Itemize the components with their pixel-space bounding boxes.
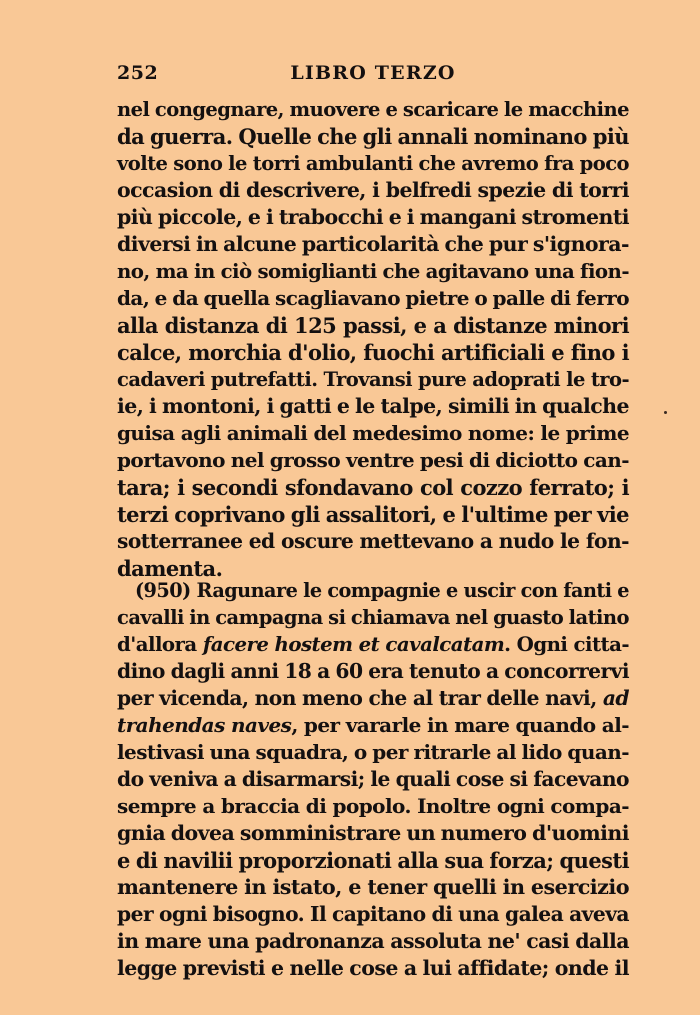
text-line: più piccole, e i trabocchi e i mangani stromenti — [117, 205, 629, 229]
text-line: (950) Ragunare le compagnie e uscir con fanti e — [135, 579, 629, 602]
text-line: legge previsti e nelle cose a lui affidate; onde il — [117, 956, 629, 980]
text-line: da guerra. Quelle che gli annali nominano più — [117, 124, 629, 149]
text-line: terzi coprivano gli assalitori, e l'ultime per vie — [117, 502, 629, 527]
paper-speck — [664, 411, 667, 414]
italic-phrase: trahendas naves — [117, 713, 292, 737]
text-line: nel congegnare, muovere e scaricare le macchine — [117, 98, 629, 121]
text-line: cadaveri putrefatti. Trovansi pure adoprati le tro- — [117, 368, 629, 391]
text-line: guisa agli animali del medesimo nome: le prime — [117, 421, 629, 445]
text-line — [117, 712, 629, 739]
text-line: no, ma in ciò somiglianti che agitavano una fion- — [117, 259, 629, 283]
text-line: in mare una padronanza assoluta ne' casi dalla — [117, 929, 629, 953]
text-line: do veniva a disarmarsi; le quali cose si facevano — [117, 767, 629, 791]
text-line: da, e da quella scagliavano pietre o palle di ferro — [117, 286, 629, 310]
text-line: cavalli in campagna si chiamava nel guasto latino — [117, 606, 629, 629]
page-number: 252 — [117, 62, 159, 84]
text-line: dino dagli anni 18 a 60 era tenuto a concorrervi — [117, 659, 629, 683]
text-line: sempre a braccia di popolo. Inoltre ogni compa- — [117, 794, 629, 818]
text-line: damenta. — [117, 556, 223, 581]
text-line: alla distanza di 125 passi, e a distanze minori — [117, 313, 629, 338]
text-line: lestivasi una squadra, o per ritrarle al lido quan- — [117, 740, 629, 764]
text-line: diversi in alcune particolarità che pur s'ignora- — [117, 232, 629, 256]
text-run: d'allora — [117, 632, 203, 656]
text-line: tara; i secondi sfondavano col cozzo ferrato; i — [117, 475, 629, 500]
text-line: mantenere in istato, e tener quelli in esercizio — [117, 875, 629, 899]
text-run: , per vararle in mare quando al- — [291, 713, 629, 737]
text-run: . Ogni citta- — [504, 632, 629, 656]
text-line — [117, 685, 629, 712]
text-line: portavono nel grosso ventre pesi di diciotto can- — [117, 448, 629, 472]
running-title: LIBRO TERZO — [290, 62, 456, 84]
text-line: e di navilii proporzionati alla sua forza; questi — [117, 848, 629, 873]
text-line: gnia dovea somministrare un numero d'uomini — [117, 821, 629, 845]
page-header — [117, 62, 629, 92]
text-run: per vicenda, non meno che al trar delle navi, — [117, 686, 603, 710]
italic-phrase: facere hostem et cavalcatam — [202, 632, 505, 656]
text-line: volte sono le torri ambulanti che avremo fra poco — [117, 152, 629, 175]
text-line: sotterranee ed oscure mettevano a nudo le fon- — [117, 529, 629, 553]
text-line: occasion di descrivere, i belfredi spezie di torri — [117, 178, 629, 202]
text-line: calce, morchia d'olio, fuochi artificiali e fino i — [117, 340, 629, 365]
italic-phrase: ad — [602, 686, 629, 710]
text-line: per ogni bisogno. Il capitano di una galea aveva — [117, 902, 629, 926]
text-line — [117, 631, 629, 658]
text-line: ie, i montoni, i gatti e le talpe, simili in qualche — [117, 394, 629, 418]
